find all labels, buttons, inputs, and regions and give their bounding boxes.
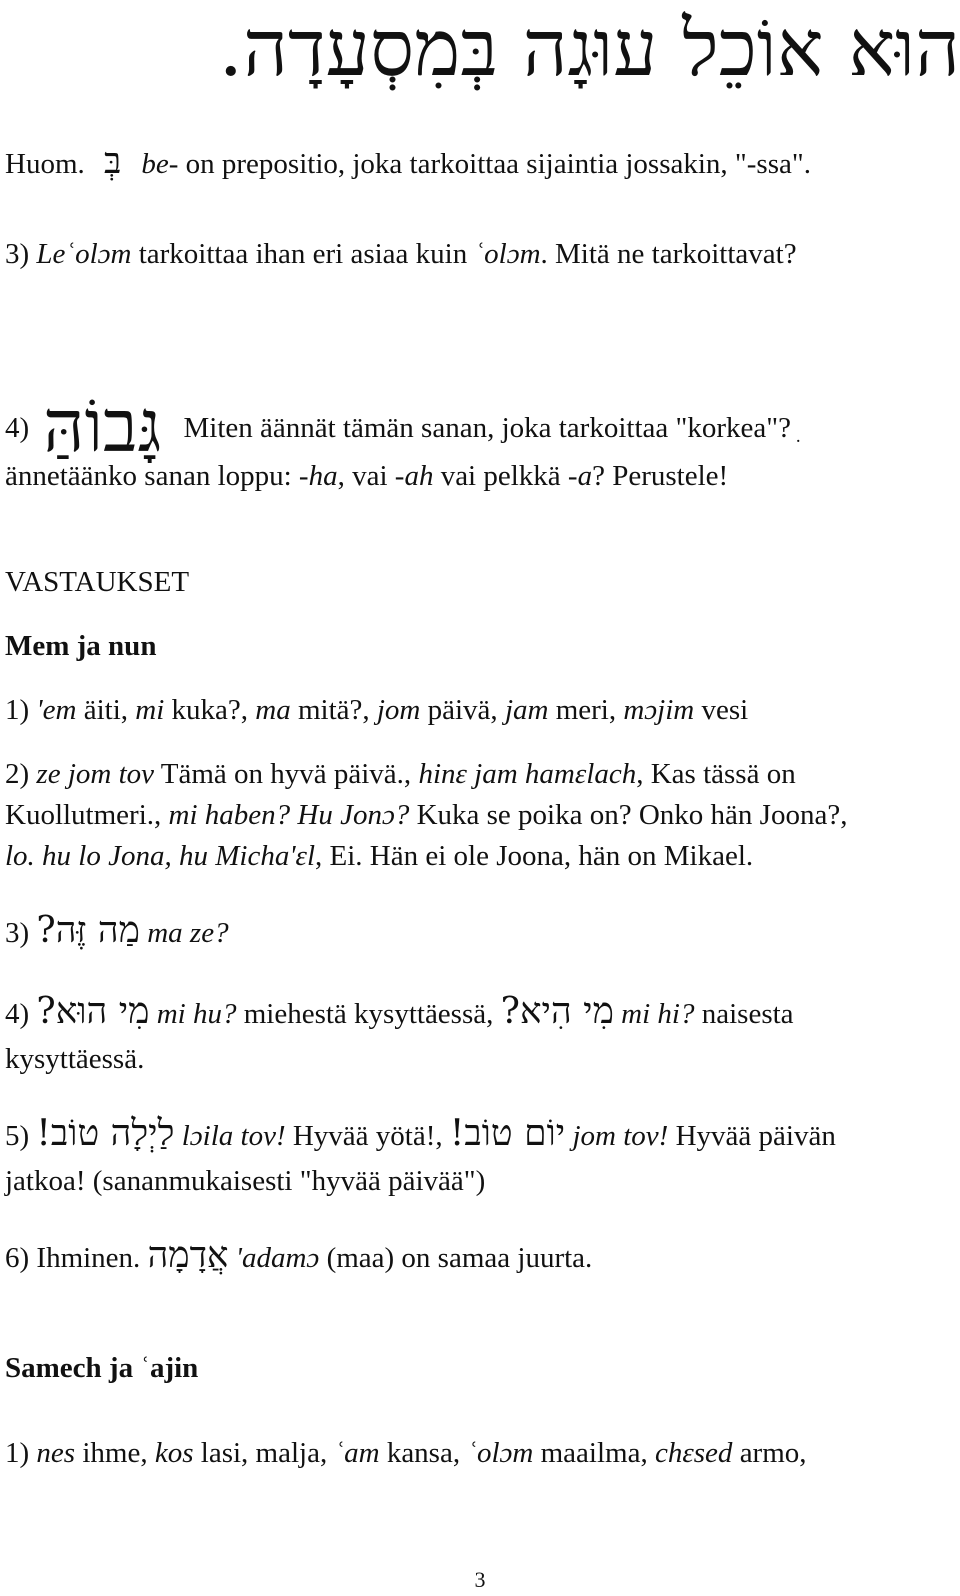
answer-number: 6) Ihminen. — [5, 1242, 148, 1274]
note-term: be- — [141, 148, 179, 180]
term: mi hu? — [156, 998, 237, 1030]
answer-5-line-2: jatkoa! (sananmukaisesti "hyvää päivää") — [5, 1165, 486, 1197]
term: chɛsed — [654, 1437, 733, 1469]
answer-number: 4) — [5, 998, 37, 1030]
term-ha: ha — [308, 460, 338, 492]
text: vesi — [694, 694, 749, 726]
note-lead: Huom. — [5, 148, 85, 180]
term: jam — [504, 694, 549, 726]
answer-6 — [5, 1236, 952, 1278]
answer-1 — [5, 690, 952, 730]
term: jom — [376, 694, 421, 726]
term: 'adamɔ — [235, 1242, 320, 1274]
term: mɔjim — [623, 694, 695, 726]
question-text-end: . Mitä ne tarkoittavat? — [540, 238, 797, 270]
text: armo, — [732, 1437, 807, 1469]
note-line — [5, 142, 952, 184]
text: ännetäänko sanan loppu: - — [5, 460, 309, 492]
text: kansa, — [379, 1437, 468, 1469]
section-title-samech-ajin — [5, 1348, 952, 1388]
term: lɔila tov! — [181, 1120, 286, 1152]
text: vai pelkkä - — [433, 460, 578, 492]
hebrew-ma-ze: מַה זֶּה? — [36, 910, 140, 951]
term: 'em — [36, 694, 77, 726]
answer-5-line-1 — [5, 1114, 952, 1156]
term: kos — [154, 1437, 194, 1469]
text: kuka?, — [164, 694, 256, 726]
text: päivä, — [420, 694, 505, 726]
answer-number: 1) — [5, 694, 37, 726]
text: ? Perustele! — [592, 460, 729, 492]
text: Kuollutmeri., — [5, 799, 169, 831]
hebrew-word-gavoah: גָּבוֹהַּ — [43, 384, 162, 468]
question-number: 3) — [5, 238, 37, 270]
page-number: 3 — [474, 1567, 486, 1592]
answer-2-line-2 — [5, 795, 952, 835]
answer-4-line-1 — [5, 992, 952, 1034]
answer-number: 3) — [5, 917, 37, 949]
term-ah: ah — [404, 460, 434, 492]
text: naisesta — [694, 998, 794, 1030]
text: lasi, malja, — [193, 1437, 335, 1469]
section-title-mem-nun — [5, 626, 952, 666]
text: , Kas tässä on — [636, 758, 796, 790]
term: mi — [135, 694, 165, 726]
text: maailma, — [533, 1437, 655, 1469]
term-leolam: Leʿolɔm — [36, 238, 132, 270]
answer-b1 — [5, 1433, 952, 1473]
term: nes — [36, 1437, 76, 1469]
text: , vai - — [337, 460, 405, 492]
question-text: tarkoittaa ihan eri asiaa kuin — [131, 238, 475, 270]
text: mitä?, — [290, 694, 377, 726]
text: äiti, — [76, 694, 136, 726]
term-olam: ʿolɔm — [474, 238, 541, 270]
term: ze jom tov — [36, 758, 155, 790]
answer-number: 5) — [5, 1120, 37, 1152]
term: hinɛ jam hamɛlach — [418, 758, 637, 790]
question-number: 4) — [5, 412, 30, 444]
answer-number: 1) — [5, 1437, 37, 1469]
answer-2-line-1 — [5, 754, 952, 794]
hebrew-laila-tov: לַיְלָה טוֹב! — [36, 1113, 175, 1154]
answer-4-line-2: kysyttäessä. — [5, 1043, 145, 1075]
question-text: Miten äännät tämän sanan, joka tarkoittaa "korkea"? ִ — [183, 412, 799, 444]
question-4 — [5, 386, 952, 466]
hebrew-mi-hi: מִי הִיא? — [500, 991, 614, 1032]
text: ihme, — [75, 1437, 155, 1469]
hebrew-jom-tov: יוֹם טוֹב! — [449, 1113, 566, 1154]
text: Hyvää päivän — [668, 1120, 836, 1152]
text: Kuka se poika on? Onko hän Joona?, — [409, 799, 848, 831]
text: Tämä on hyvä päivä., — [154, 758, 419, 790]
answer-3 — [5, 911, 952, 953]
text: Hyvää yötä!, — [285, 1120, 450, 1152]
note-text: on prepositio, joka tarkoittaa sijaintia jossakin, "-ssa". — [178, 148, 811, 180]
term: jom tov! — [572, 1120, 669, 1152]
question-3 — [5, 234, 952, 274]
term: mi haben? Hu Jonɔ? — [168, 799, 410, 831]
answer-number: 2) — [5, 758, 37, 790]
text: meri, — [548, 694, 624, 726]
term: lo. hu lo Jona, hu Micha'ɛl — [5, 840, 316, 872]
text: miehestä kysyttäessä, — [236, 998, 501, 1030]
hebrew-mi-hu: מִי הוּא? — [36, 991, 150, 1032]
answers-heading: VASTAUKSET — [5, 566, 190, 598]
question-4-continued — [5, 456, 952, 496]
answer-2-line-3 — [5, 836, 952, 876]
term-a: a — [577, 460, 593, 492]
term: ma ze? — [147, 917, 229, 949]
term: ma — [255, 694, 291, 726]
term: ʿolɔm — [467, 1437, 534, 1469]
section-title-text: Mem ja nun — [5, 630, 157, 662]
note-hebrew-glyph: בְּ — [104, 141, 122, 182]
hebrew-header-sentence: הוּא אוֹכֵל עוּגָה בְּמִסְעָדָה. — [218, 4, 960, 94]
section-title-text: Samech ja ʿajin — [5, 1352, 199, 1384]
hebrew-adama: אֲדָמָה — [147, 1235, 229, 1276]
text: (maa) on samaa juurta. — [319, 1242, 593, 1274]
term: mi hi? — [621, 998, 695, 1030]
text: , Ei. Hän ei ole Joona, hän on Mikael. — [315, 840, 754, 872]
term: ʿam — [334, 1437, 380, 1469]
